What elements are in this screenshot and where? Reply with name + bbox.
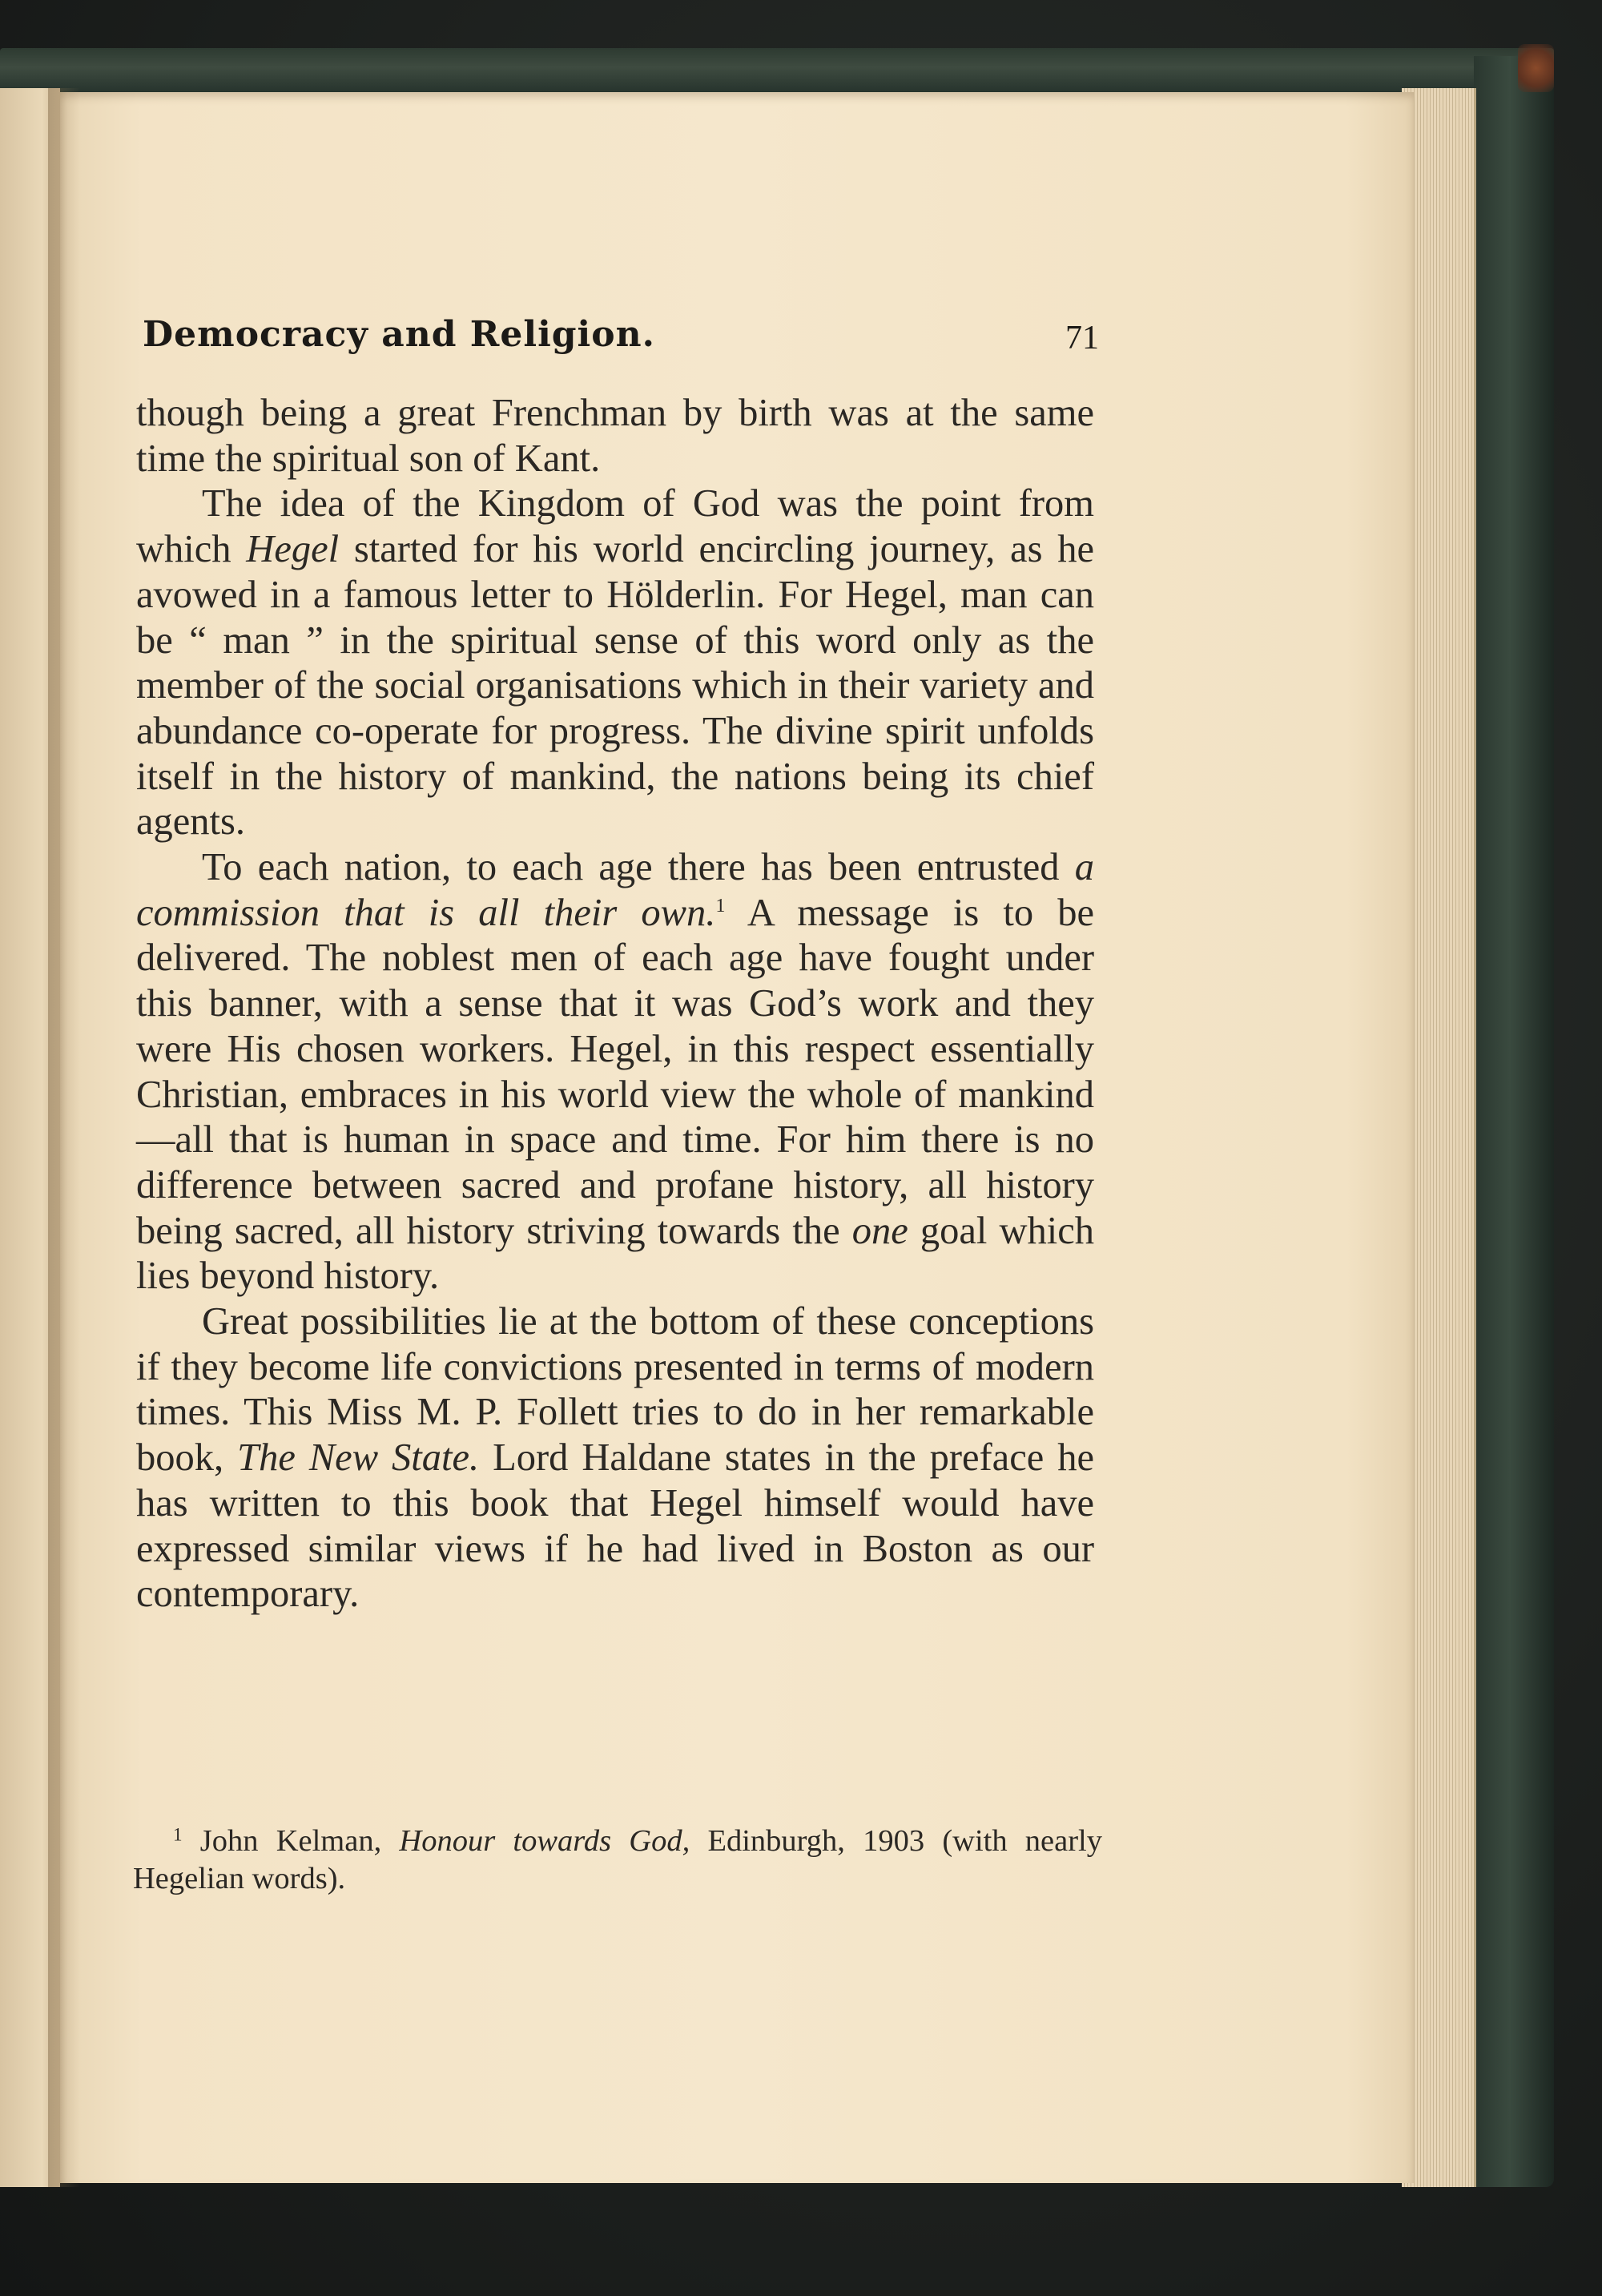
italic-book-title: The New State. [237, 1436, 480, 1480]
running-header: Democracy and Religion. [143, 314, 655, 355]
italic-one: one [851, 1209, 908, 1252]
book-cover-right-edge [1474, 56, 1554, 2187]
italic-commission: a commission that is all their own. [136, 846, 1094, 934]
footnote-mark: 1 [173, 1823, 183, 1845]
body-text [136, 391, 1094, 1617]
footnote [133, 1823, 1102, 1898]
footnote-text: $^1$ John Kelman, Honour towards God, Edinburgh, 1903 (with nearly Hegelian words). [133, 1823, 1102, 1895]
paragraph-1: though being a great Frenchman by birth was at the same time the spiritual son of Kant. [136, 392, 1094, 480]
book-cover-top-edge [0, 48, 1554, 96]
page-gutter-shadow [48, 88, 80, 2187]
paragraph-4: Great possibilities lie at the bottom of these conceptions if they become life convictions presented in terms of modern times. This Miss M. P. Follett tries to do in her remarkable book, The New State. Lord Haldane states in the preface he has written to this book that Hegel himself would have expressed similar views if he had lived in Boston as our contemporary. [136, 1300, 1094, 1616]
footnote-italic-title: Honour towards God, [399, 1824, 690, 1858]
italic-hegel: Hegel [246, 528, 340, 571]
cover-worn-corner [1518, 44, 1554, 92]
paragraph-2: The idea of the Kingdom of God was the point from which Hegel started for his world encircling journey, as he avowed in a famous letter to Hölderlin. For Hegel, man can be “ man ” in the spiritual sense of this word only as the member of the social organisations which in their variety and abundance co-operate for progress. The divine spirit unfolds itself in the history of mankind, the nations being its chief agents. [136, 482, 1094, 844]
paragraph-3: To each nation, to each age there has been entrusted a commission that is all their own.$^1$ A message is to be delivered. The noblest men of each age have fought under this banner, with a sense that it was God’s work and they were His chosen workers. Hegel, in this respect essentially Christian, embraces in his world view the whole of mankind—all that is human in space and time. For him there is no difference between sacred and profane history, all history being sacred, all history striving towards the one goal which lies beyond history. [136, 846, 1095, 1298]
page-number: 71 [1065, 320, 1099, 356]
footnote-reference[interactable]: 1 [715, 894, 726, 916]
